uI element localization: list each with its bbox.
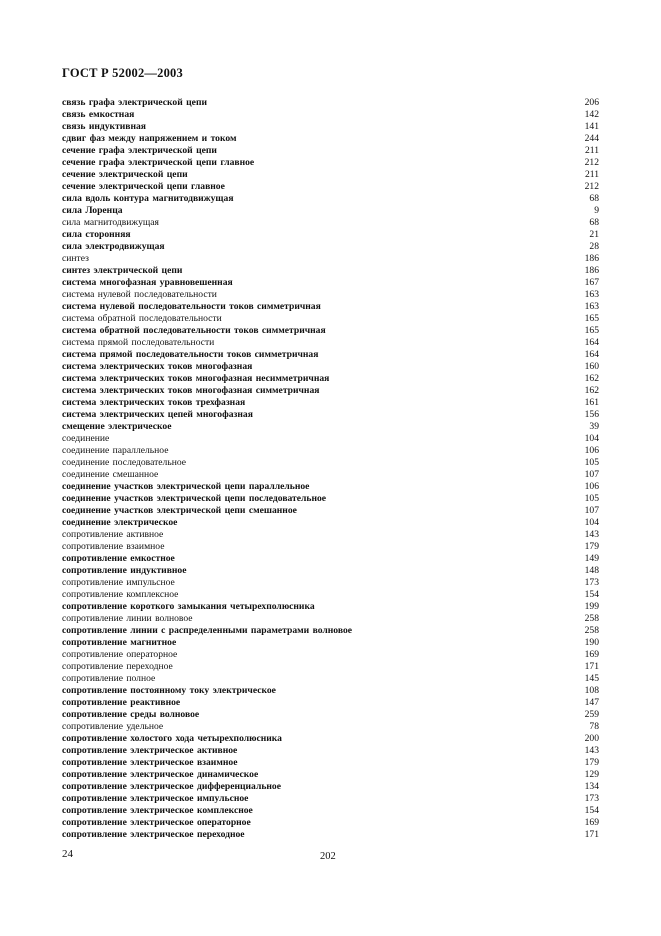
index-entry (62, 769, 599, 781)
index-page-number: 145 (584, 673, 599, 684)
index-entry (62, 253, 599, 265)
index-entry (62, 649, 599, 661)
index-entry (62, 133, 599, 145)
index-entry (62, 445, 599, 457)
index-page-number: 156 (584, 409, 599, 420)
index-page-number: 148 (584, 565, 599, 576)
index-page-number: 200 (584, 733, 599, 744)
index-entry (62, 289, 599, 301)
index-page-number: 169 (584, 649, 599, 660)
index-entry (62, 109, 599, 121)
index-page-number: 190 (584, 637, 599, 648)
index-term: сопротивление короткого замыкания четырехполюсника (62, 601, 315, 612)
index-page-number: 171 (584, 829, 599, 840)
index-page-number: 163 (584, 301, 599, 312)
index-page-number: 143 (584, 745, 599, 756)
index-page-number: 212 (584, 157, 599, 168)
index-entry (62, 685, 599, 697)
index-entry (62, 829, 599, 841)
index-entry (62, 361, 599, 373)
index-term: соединение электрическое (62, 517, 178, 528)
index-page-number: 165 (584, 325, 599, 336)
index-entry (62, 277, 599, 289)
index-page-number: 162 (584, 373, 599, 384)
index-page-number: 142 (584, 109, 599, 120)
index-page-number: 161 (584, 397, 599, 408)
index-entry (62, 409, 599, 421)
index-page-number: 258 (584, 613, 599, 624)
document-header: ГОСТ Р 52002—2003 (62, 66, 183, 80)
index-page-number: 154 (584, 589, 599, 600)
index-term: сила электродвижущая (62, 241, 165, 252)
index-page-number: 68 (589, 217, 599, 228)
index-term: соединение смешанное (62, 469, 159, 480)
index-page-number: 173 (584, 793, 599, 804)
index-entry (62, 433, 599, 445)
index-entry (62, 613, 599, 625)
index-page-number: 134 (584, 781, 599, 792)
index-entry (62, 181, 599, 193)
index-term: система электрических токов многофазная (62, 361, 253, 372)
index-list (62, 97, 599, 841)
index-entry (62, 697, 599, 709)
index-entry (62, 553, 599, 565)
index-entry (62, 733, 599, 745)
index-page-number: 165 (584, 313, 599, 324)
index-page-number: 186 (584, 265, 599, 276)
page-number-left: 24 (62, 848, 73, 860)
index-page-number: 104 (584, 433, 599, 444)
index-page-number: 179 (584, 541, 599, 552)
index-entry (62, 265, 599, 277)
index-page-number: 105 (584, 457, 599, 468)
index-term: сопротивление полное (62, 673, 156, 684)
index-term: система обратной последовательности (62, 313, 222, 324)
index-entry (62, 661, 599, 673)
index-term: сила магнитодвижущая (62, 217, 159, 228)
index-page-number: 104 (584, 517, 599, 528)
index-term: сопротивление электрическое взаимное (62, 757, 238, 768)
index-entry (62, 721, 599, 733)
index-term: сопротивление среды волновое (62, 709, 200, 720)
index-entry (62, 169, 599, 181)
index-term: сопротивление операторное (62, 649, 178, 660)
index-entry (62, 757, 599, 769)
index-term: синтез электрической цепи (62, 265, 183, 276)
index-page-number: 147 (584, 697, 599, 708)
index-entry (62, 157, 599, 169)
index-term: соединение участков электрической цепи смешанное (62, 505, 297, 516)
index-entry (62, 313, 599, 325)
index-term: сечение графа электрической цепи (62, 145, 217, 156)
index-page-number: 141 (584, 121, 599, 132)
index-term: соединение участков электрической цепи последовательное (62, 493, 327, 504)
index-term: сечение графа электрической цепи главное (62, 157, 255, 168)
index-page-number: 107 (584, 505, 599, 516)
index-term: сопротивление электрическое операторное (62, 817, 251, 828)
index-page-number: 68 (589, 193, 599, 204)
index-entry (62, 541, 599, 553)
index-page-number: 179 (584, 757, 599, 768)
index-entry (62, 601, 599, 613)
index-term: сопротивление холостого хода четырехполюсника (62, 733, 282, 744)
index-page-number: 206 (584, 97, 599, 108)
index-page-number: 105 (584, 493, 599, 504)
index-term: сила Лоренца (62, 205, 123, 216)
index-entry (62, 325, 599, 337)
index-entry (62, 457, 599, 469)
index-page-number: 154 (584, 805, 599, 816)
index-page-number: 9 (594, 205, 599, 216)
index-term: соединение участков электрической цепи параллельное (62, 481, 310, 492)
index-page-number: 244 (584, 133, 599, 144)
index-term: сила вдоль контура магнитодвижущая (62, 193, 234, 204)
index-term: система прямой последовательности токов симметричная (62, 349, 319, 360)
index-term: сопротивление удельное (62, 721, 164, 732)
index-term: сопротивление индуктивное (62, 565, 187, 576)
index-page-number: 167 (584, 277, 599, 288)
index-term: сопротивление электрическое динамическое (62, 769, 259, 780)
index-entry (62, 709, 599, 721)
index-term: смещение электрическое (62, 421, 172, 432)
index-term: система прямой последовательности (62, 337, 215, 348)
index-entry (62, 577, 599, 589)
index-page-number: 21 (589, 229, 599, 240)
index-entry (62, 817, 599, 829)
index-term: сопротивление электрическое активное (62, 745, 238, 756)
index-entry (62, 229, 599, 241)
index-entry (62, 493, 599, 505)
index-term: сопротивление электрическое импульсное (62, 793, 249, 804)
index-page-number: 106 (584, 445, 599, 456)
index-entry (62, 121, 599, 133)
index-term: сечение электрической цепи главное (62, 181, 225, 192)
index-term: связь индуктивная (62, 121, 146, 132)
index-page-number: 143 (584, 529, 599, 540)
index-entry (62, 529, 599, 541)
index-term: система электрических токов многофазная симметричная (62, 385, 320, 396)
index-term: система электрических токов трехфазная (62, 397, 246, 408)
index-term: сопротивление линии волновое (62, 613, 193, 624)
index-entry (62, 373, 599, 385)
index-term: система электрических цепей многофазная (62, 409, 253, 420)
index-page-number: 164 (584, 337, 599, 348)
index-entry (62, 589, 599, 601)
index-entry (62, 241, 599, 253)
index-page-number: 212 (584, 181, 599, 192)
index-entry (62, 637, 599, 649)
index-term: сопротивление взаимное (62, 541, 165, 552)
index-entry (62, 781, 599, 793)
index-page-number: 186 (584, 253, 599, 264)
index-page-number: 39 (589, 421, 599, 432)
index-entry (62, 565, 599, 577)
index-page-number: 258 (584, 625, 599, 636)
index-term: система обратной последовательности токов симметричная (62, 325, 326, 336)
index-term: соединение (62, 433, 110, 444)
index-entry (62, 145, 599, 157)
index-entry (62, 625, 599, 637)
index-page-number: 28 (589, 241, 599, 252)
index-term: сопротивление электрическое комплексное (62, 805, 253, 816)
index-term: система электрических токов многофазная несимметричная (62, 373, 330, 384)
index-entry (62, 673, 599, 685)
index-entry (62, 217, 599, 229)
index-page-number: 211 (584, 169, 599, 180)
index-entry (62, 469, 599, 481)
index-entry (62, 421, 599, 433)
index-page-number: 162 (584, 385, 599, 396)
index-page-number: 199 (584, 601, 599, 612)
index-term: сопротивление комплексное (62, 589, 179, 600)
index-entry (62, 745, 599, 757)
index-term: система нулевой последовательности (62, 289, 217, 300)
page-number-center: 202 (320, 851, 336, 862)
index-term: синтез (62, 253, 89, 264)
index-entry (62, 793, 599, 805)
index-entry (62, 805, 599, 817)
index-term: сопротивление электрическое дифференциальное (62, 781, 281, 792)
index-page-number: 173 (584, 577, 599, 588)
index-entry (62, 97, 599, 109)
index-entry (62, 517, 599, 529)
index-entry (62, 505, 599, 517)
index-page-number: 108 (584, 685, 599, 696)
index-page-number: 149 (584, 553, 599, 564)
index-page-number: 211 (584, 145, 599, 156)
index-term: сечение электрической цепи (62, 169, 188, 180)
index-page-number: 129 (584, 769, 599, 780)
index-entry (62, 193, 599, 205)
index-term: сила сторонняя (62, 229, 131, 240)
index-page-number: 107 (584, 469, 599, 480)
index-term: сдвиг фаз между напряжением и током (62, 133, 237, 144)
index-page-number: 164 (584, 349, 599, 360)
index-entry (62, 301, 599, 313)
index-page-number: 78 (589, 721, 599, 732)
index-term: сопротивление магнитное (62, 637, 177, 648)
index-page-number: 106 (584, 481, 599, 492)
index-term: система многофазная уравновешенная (62, 277, 233, 288)
index-term: сопротивление постоянному току электрическое (62, 685, 276, 696)
index-term: сопротивление переходное (62, 661, 173, 672)
index-term: сопротивление реактивное (62, 697, 181, 708)
index-page-number: 160 (584, 361, 599, 372)
index-term: сопротивление активное (62, 529, 164, 540)
index-term: сопротивление импульсное (62, 577, 175, 588)
index-entry (62, 349, 599, 361)
index-term: сопротивление электрическое переходное (62, 829, 245, 840)
index-term: система нулевой последовательности токов симметричная (62, 301, 321, 312)
index-entry (62, 337, 599, 349)
index-page-number: 163 (584, 289, 599, 300)
index-term: соединение параллельное (62, 445, 169, 456)
index-entry (62, 481, 599, 493)
index-entry (62, 397, 599, 409)
index-term: связь емкостная (62, 109, 135, 120)
index-entry (62, 205, 599, 217)
index-term: соединение последовательное (62, 457, 186, 468)
index-page-number: 259 (584, 709, 599, 720)
index-term: сопротивление линии с распределенными параметрами волновое (62, 625, 353, 636)
index-term: сопротивление емкостное (62, 553, 175, 564)
index-entry (62, 385, 599, 397)
index-page-number: 169 (584, 817, 599, 828)
index-page-number: 171 (584, 661, 599, 672)
index-term: связь графа электрической цепи (62, 97, 207, 108)
